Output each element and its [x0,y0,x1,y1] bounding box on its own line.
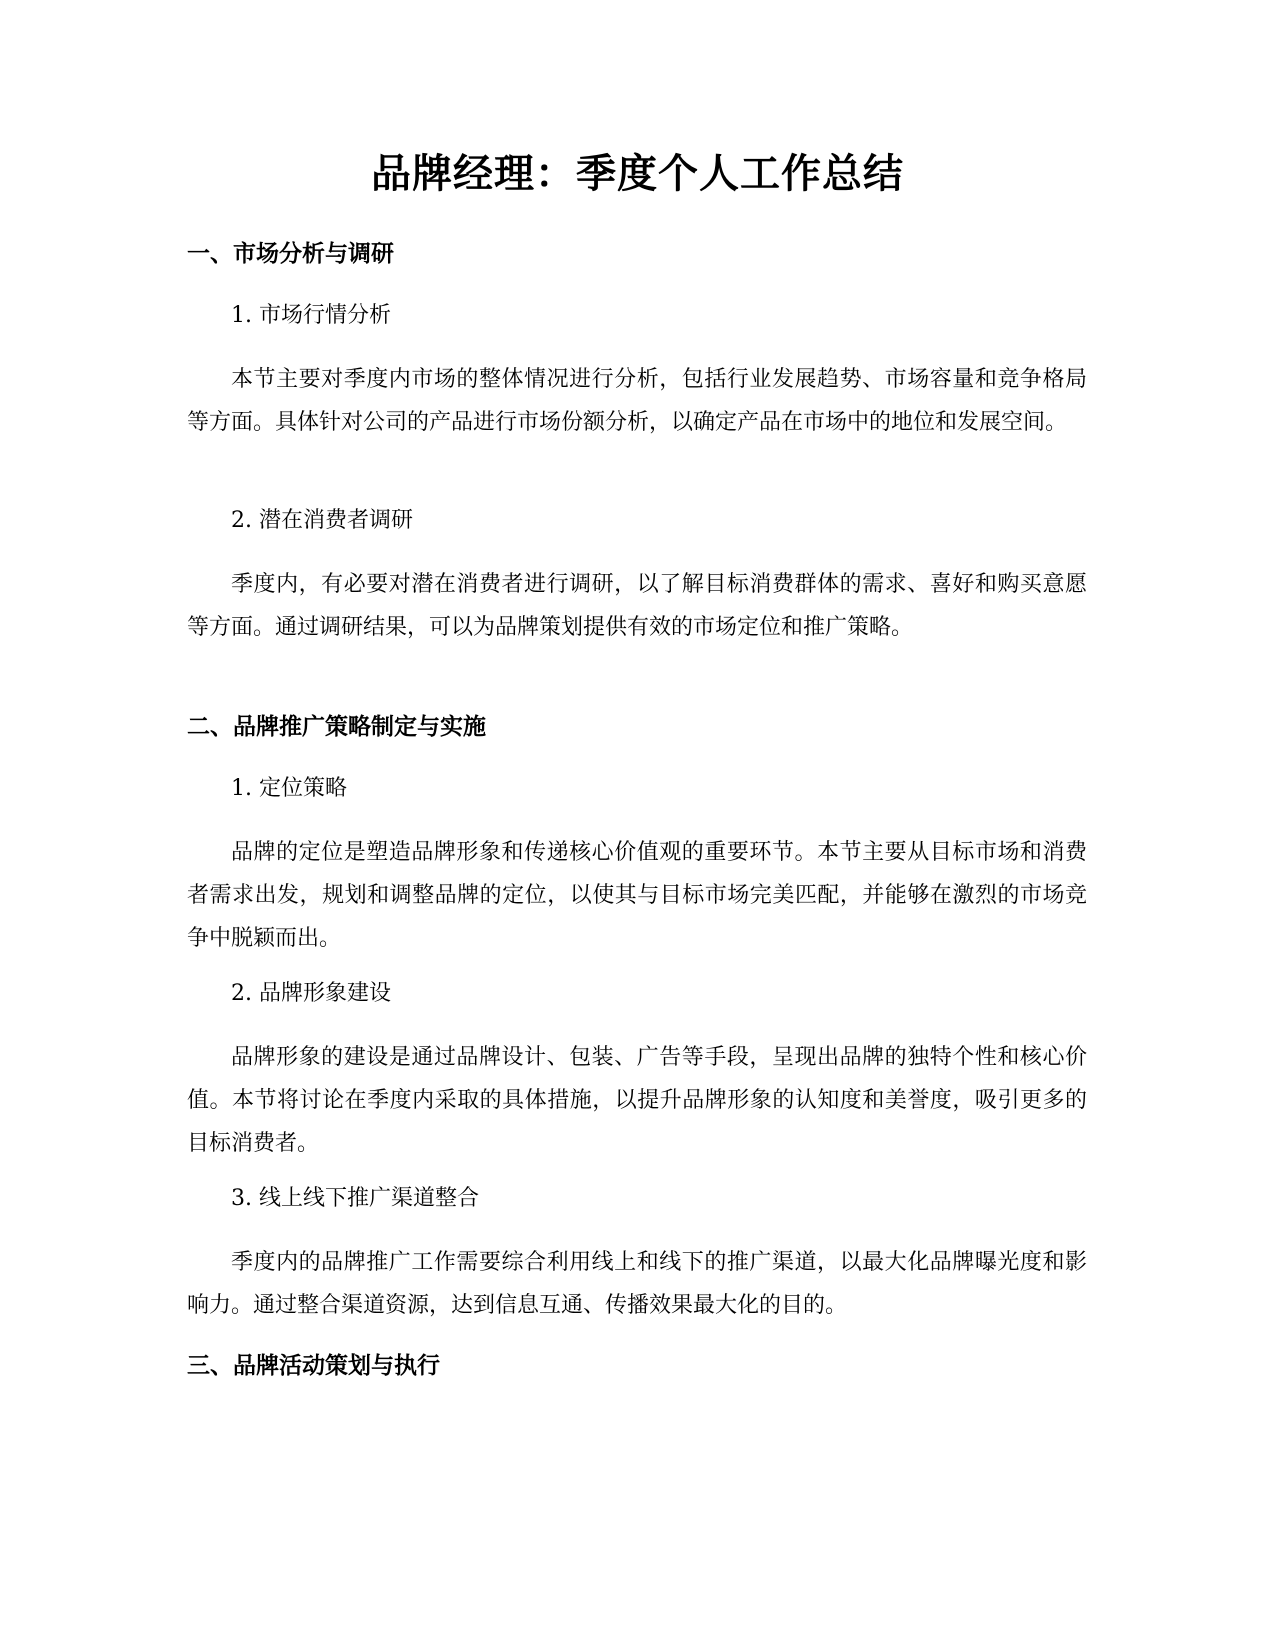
paragraph-2-3: 季度内的品牌推广工作需要综合利用线上和线下的推广渠道，以最大化品牌曝光度和影响力。通过整合渠道资源，达到信息互通、传播效果最大化的目的。 [187,1250,1087,1318]
paragraph-2-1: 品牌的定位是塑造品牌形象和传递核心价值观的重要环节。本节主要从目标市场和消费者需求出发，规划和调整品牌的定位，以使其与目标市场完美匹配，并能够在激烈的市场竞争中脱颖而出。 [187,840,1087,951]
paragraph-1-2: 季度内，有必要对潜在消费者进行调研，以了解目标消费群体的需求、喜好和购买意愿等方面。通过调研结果，可以为品牌策划提供有效的市场定位和推广策略。 [187,572,1087,640]
section-heading-2: 二、品牌推广策略制定与实施 [187,714,486,740]
subsection-heading-1-2: 2. 潜在消费者调研 [231,508,413,533]
section-heading-3: 三、品牌活动策划与执行 [187,1353,440,1379]
subsection-heading-2-1: 1. 定位策略 [231,776,347,801]
paragraph-2-2: 品牌形象的建设是通过品牌设计、包装、广告等手段，呈现出品牌的独特个性和核心价值。本节将讨论在季度内采取的具体措施，以提升品牌形象的认知度和美誉度，吸引更多的目标消费者。 [187,1045,1087,1156]
section-heading-1: 一、市场分析与调研 [187,241,394,267]
subsection-heading-2-3: 3. 线上线下推广渠道整合 [231,1186,479,1211]
document-title: 品牌经理：季度个人工作总结 [371,151,904,197]
subsection-heading-2-2: 2. 品牌形象建设 [231,981,391,1006]
paragraph-1-1: 本节主要对季度内市场的整体情况进行分析，包括行业发展趋势、市场容量和竞争格局等方面。具体针对公司的产品进行市场份额分析，以确定产品在市场中的地位和发展空间。 [187,367,1087,435]
subsection-heading-1-1: 1. 市场行情分析 [231,303,391,328]
